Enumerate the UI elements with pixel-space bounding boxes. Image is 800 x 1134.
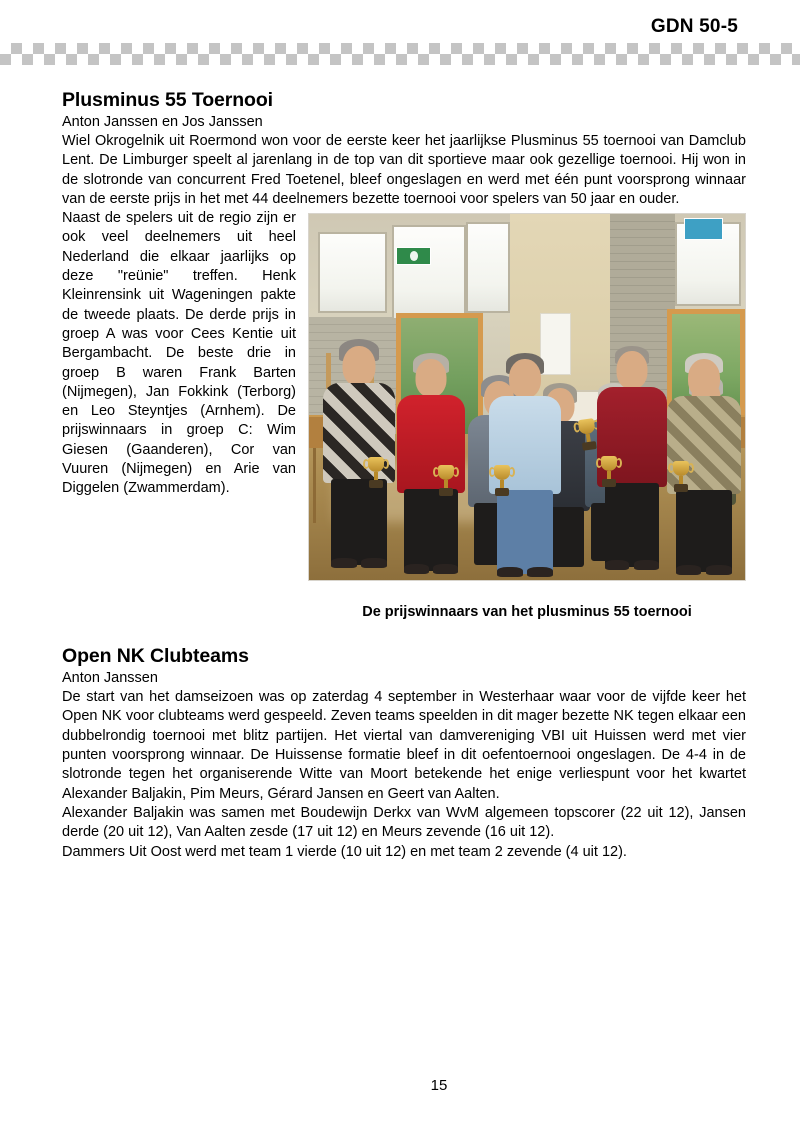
checkered-divider bbox=[0, 43, 800, 65]
person-front-5 bbox=[667, 353, 741, 565]
article-title: Open NK Clubteams bbox=[62, 645, 249, 668]
person-front-3 bbox=[488, 353, 562, 565]
page-number: 15 bbox=[430, 1077, 448, 1094]
trophy-icon bbox=[492, 465, 512, 499]
photo-people-group bbox=[309, 214, 745, 580]
prizewinners-photo bbox=[308, 213, 746, 581]
trophy-icon bbox=[599, 456, 619, 490]
article-byline: Anton Janssen bbox=[62, 670, 158, 687]
page-header bbox=[0, 14, 800, 40]
person-front-1 bbox=[322, 339, 396, 566]
trophy-icon bbox=[366, 457, 386, 491]
content-column bbox=[62, 88, 746, 862]
article-open-nk-clubteams bbox=[62, 644, 746, 862]
person-front-4 bbox=[597, 346, 667, 566]
article-title: Plusminus 55 Toernooi bbox=[62, 89, 273, 111]
article-paragraph-2: Alexander Baljakin was samen met Boudewijn Derkx van WvM algemeen topscorer (22 uit 12), Jansen derde (20 uit 12), Van Aalten zesde (17 uit 12) en Meurs zevende (16 uit 12). bbox=[62, 804, 746, 841]
photo-figure bbox=[308, 213, 746, 622]
article-plusminus-55 bbox=[62, 88, 746, 622]
article-byline: Anton Janssen en Jos Janssen bbox=[62, 114, 263, 130]
photo-caption: De prijswinnaars van het plusminus 55 toernooi bbox=[362, 604, 692, 621]
article-intro-paragraph: Wiel Okrogelnik uit Roermond won voor de eerste keer het jaarlijkse Plusminus 55 toernooi van Damclub Lent. De Limburger speelt al jarenlang in de top van dit sportieve maar ook gezellige toernooi. Hij won in de slotronde van concurrent Fred Toetenel, bleef ongeslagen en werd met één punt voorsprong winnaar van de eerste prijs in het met 44 deelnemers bezette toernooi voor spelers van 50 jaar en ouder. bbox=[62, 133, 746, 207]
article-paragraph-3: Dammers Uit Oost werd met team 1 vierde (10 uit 12) en met team 2 zevende (4 uit 12). bbox=[62, 843, 627, 860]
trophy-icon bbox=[436, 465, 456, 499]
trophy-icon bbox=[671, 461, 691, 495]
article-wrap-paragraph: Naast de spelers uit de regio zijn er ook veel deelnemers uit heel Nederland die elkaar jaarlijks op deze "reünie" treffen. Henk Kleinrensink uit Wageningen pakte de tweede plaats. De derde prijs in groep A was voor Cees Kentie uit Bergambacht. De beste drie in groep B waren Frank Barten (Nijmegen), Jan Fokkink (Terborg) en Leo Steyntjes (Arnhem). De prijswinnaars in groep C: Wim Giesen (Gaanderen), Cor van Vuuren (Nijmegen) en Arie van Diggelen (Zwammerdam). bbox=[62, 210, 296, 497]
article-paragraph-1: De start van het damseizoen was op zaterdag 4 september in Westerhaar waar voor de vijfde keer het Open NK voor clubteams werd gespeeld. Zeven teams speelden in dit mager bezette NK tegen elkaar een dubbelrondig toernooi met blitz partijen. Het viertal van damvereniging VBI uit Huissen werd met vier punten voorsprong winnaar. De Huissense formatie bleef in dit oefentoernooi ongeslagen. De 4-4 in de slotronde tegen het organiserende Witte van Moort betekende het enige verliespunt voor het kwartet Alexander Baljakin, Pim Meurs, Gérard Jansen en Geert van Aalten. bbox=[62, 689, 746, 802]
header-title: GDN 50-5 bbox=[650, 16, 738, 37]
person-front-2 bbox=[396, 353, 466, 565]
